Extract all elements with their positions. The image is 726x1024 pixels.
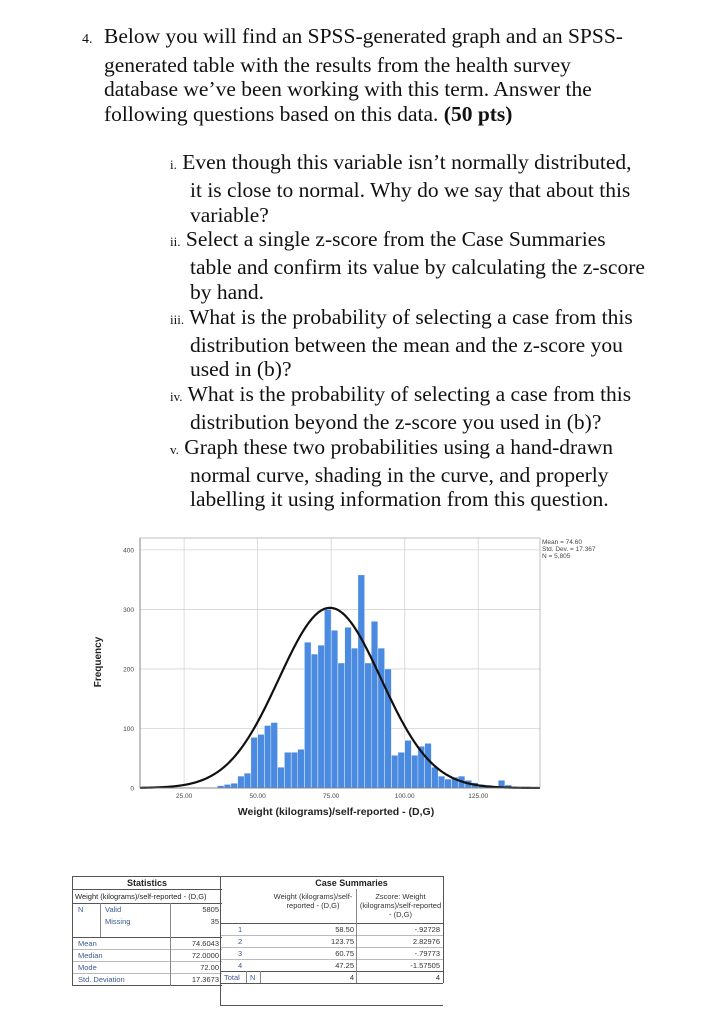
statistics-variable: Weight (kilograms)/self-reported - (D,G) — [75, 892, 207, 901]
subquestion-i: i. Even though this variable isn’t normally distributed, it is close to normal. Why do we say that about this variable? — [170, 150, 632, 227]
histogram-bar — [251, 737, 258, 788]
x-tick-label: 25.00 — [175, 793, 193, 800]
case-row-1-weight: 58.50 — [335, 925, 354, 934]
case-col-weight: Weight (kilograms)/self-reported - (D,G) — [273, 892, 353, 910]
histogram-bar — [378, 648, 385, 788]
case-total-weight: 4 — [349, 973, 354, 982]
case-row-2-weight: 123.75 — [331, 937, 354, 946]
histogram-bar — [291, 752, 298, 788]
histogram-bar — [431, 767, 438, 788]
y-tick-label: 100 — [123, 725, 134, 733]
question-line-1: 4. Below you will find an SPSS-generated graph and an SPSS- — [82, 24, 682, 53]
stat-value-median: 72.0000 — [191, 951, 219, 960]
legend-mean: Mean = 74.60 — [542, 539, 582, 546]
case-summaries-table — [220, 876, 446, 1006]
statistics-table — [72, 876, 222, 988]
case-row-2-label: 2 — [238, 937, 243, 946]
histogram-bar — [298, 749, 305, 788]
case-total-label: Total — [224, 973, 240, 982]
weight-histogram — [80, 520, 640, 825]
histogram-bar — [338, 663, 345, 788]
histogram-bar — [224, 784, 231, 788]
case-row-1-z: -.92728 — [414, 925, 440, 934]
question-number: 4. — [82, 32, 93, 47]
histogram-bar — [398, 752, 405, 788]
x-tick-label: 100.00 — [394, 793, 415, 800]
case-row-1-label: 1 — [238, 925, 243, 934]
y-tick-label: 200 — [123, 666, 134, 674]
histogram-bar — [351, 648, 358, 788]
stat-value-std: 17.3673 — [191, 975, 219, 984]
subquestion-iv: iv. What is the probability of selecting a case from this distribution beyond the z-score you used in (b)? — [170, 382, 632, 434]
case-row-3-weight: 60.75 — [335, 949, 354, 958]
case-total-n: N — [250, 973, 256, 982]
histogram-bar — [445, 779, 452, 788]
question-line-2: generated table with the results from the health survey — [104, 52, 571, 77]
case-row-2-z: 2.82976 — [412, 937, 440, 946]
chart-bars — [217, 575, 511, 788]
x-tick-label: 75.00 — [323, 793, 340, 800]
stat-group-mode: Mode — [78, 963, 97, 972]
histogram-bar — [438, 776, 445, 788]
histogram-bar — [238, 776, 245, 788]
question-line-4: following questions based on this data. (50 pts) — [104, 101, 513, 126]
stat-group-std: Std. Deviation — [78, 975, 125, 984]
subquestion-v: v. Graph these two probabilities using a hand-drawn normal curve, shading in the curve, and properly labelling it using information from this question. — [170, 434, 613, 512]
case-row-3-z: -.79773 — [414, 949, 440, 958]
stat-value-mode: 72.00 — [200, 963, 219, 972]
histogram-bar — [405, 740, 412, 788]
case-row-4-z: -1.57505 — [410, 961, 440, 970]
histogram-bar — [278, 767, 285, 788]
y-tick-label: 400 — [123, 547, 134, 555]
case-summaries-title: Case Summaries — [315, 878, 388, 888]
stat-group-n: N — [78, 905, 84, 914]
case-row-3-label: 3 — [238, 949, 243, 958]
histogram-bar — [411, 755, 418, 788]
histogram-bar — [264, 726, 271, 789]
x-tick-label: 125.00 — [468, 793, 489, 800]
case-row-4-label: 4 — [238, 961, 243, 970]
statistics-title: Statistics — [126, 878, 168, 888]
x-tick-label: 50.00 — [249, 793, 266, 800]
y-axis-label: Frequency — [93, 636, 104, 688]
stat-value-missing: 35 — [210, 917, 219, 926]
subquestion-iii: iii. What is the probability of selecting a case from this distribution between the mean and the z-score you used in (b)? — [170, 304, 633, 382]
y-tick-label: 300 — [123, 606, 134, 614]
legend-std: Std. Dev. = 17.367 — [542, 546, 596, 553]
histogram-bar — [371, 621, 378, 788]
question-block — [82, 24, 682, 126]
histogram-bar — [318, 645, 325, 788]
legend-n: N = 5,805 — [542, 553, 571, 560]
stat-group-median: Median — [78, 951, 103, 960]
stat-value-mean: 74.6043 — [191, 939, 219, 948]
histogram-bar — [284, 752, 291, 788]
histogram-bar — [271, 723, 278, 788]
histogram-bar — [425, 743, 432, 788]
histogram-bar — [231, 783, 238, 788]
case-row-4-weight: 47.25 — [335, 961, 354, 970]
histogram-bar — [258, 734, 265, 788]
subquestions-list — [170, 150, 670, 512]
subquestion-ii: ii. Select a single z-score from the Case Summaries table and confirm its value by calculating the z-score by hand. — [170, 227, 645, 304]
stat-label-missing: Missing — [105, 917, 131, 926]
stat-group-mean: Mean — [78, 939, 97, 948]
histogram-bar — [365, 663, 372, 788]
stat-label-valid: Valid — [105, 905, 122, 914]
points: (50 pts) — [443, 101, 513, 126]
case-col-zscore: Zscore: Weight (kilograms)/self-reported - (D,G) — [359, 892, 442, 919]
histogram-bar — [311, 654, 318, 788]
histogram-bar — [358, 575, 365, 788]
x-axis-label: Weight (kilograms)/self-reported - (D,G) — [237, 806, 435, 818]
histogram-bar — [244, 773, 251, 788]
stat-value-valid: 5805 — [202, 905, 219, 914]
histogram-bar — [331, 630, 338, 788]
histogram-bar — [391, 755, 398, 788]
histogram-bar — [304, 642, 311, 788]
histogram-bar — [324, 609, 331, 788]
question-line-3: database we’ve been working with this term. Answer the — [104, 77, 592, 101]
histogram-bar — [345, 627, 352, 788]
y-tick-label: 0 — [130, 785, 134, 793]
case-total-z: 4 — [435, 973, 440, 982]
